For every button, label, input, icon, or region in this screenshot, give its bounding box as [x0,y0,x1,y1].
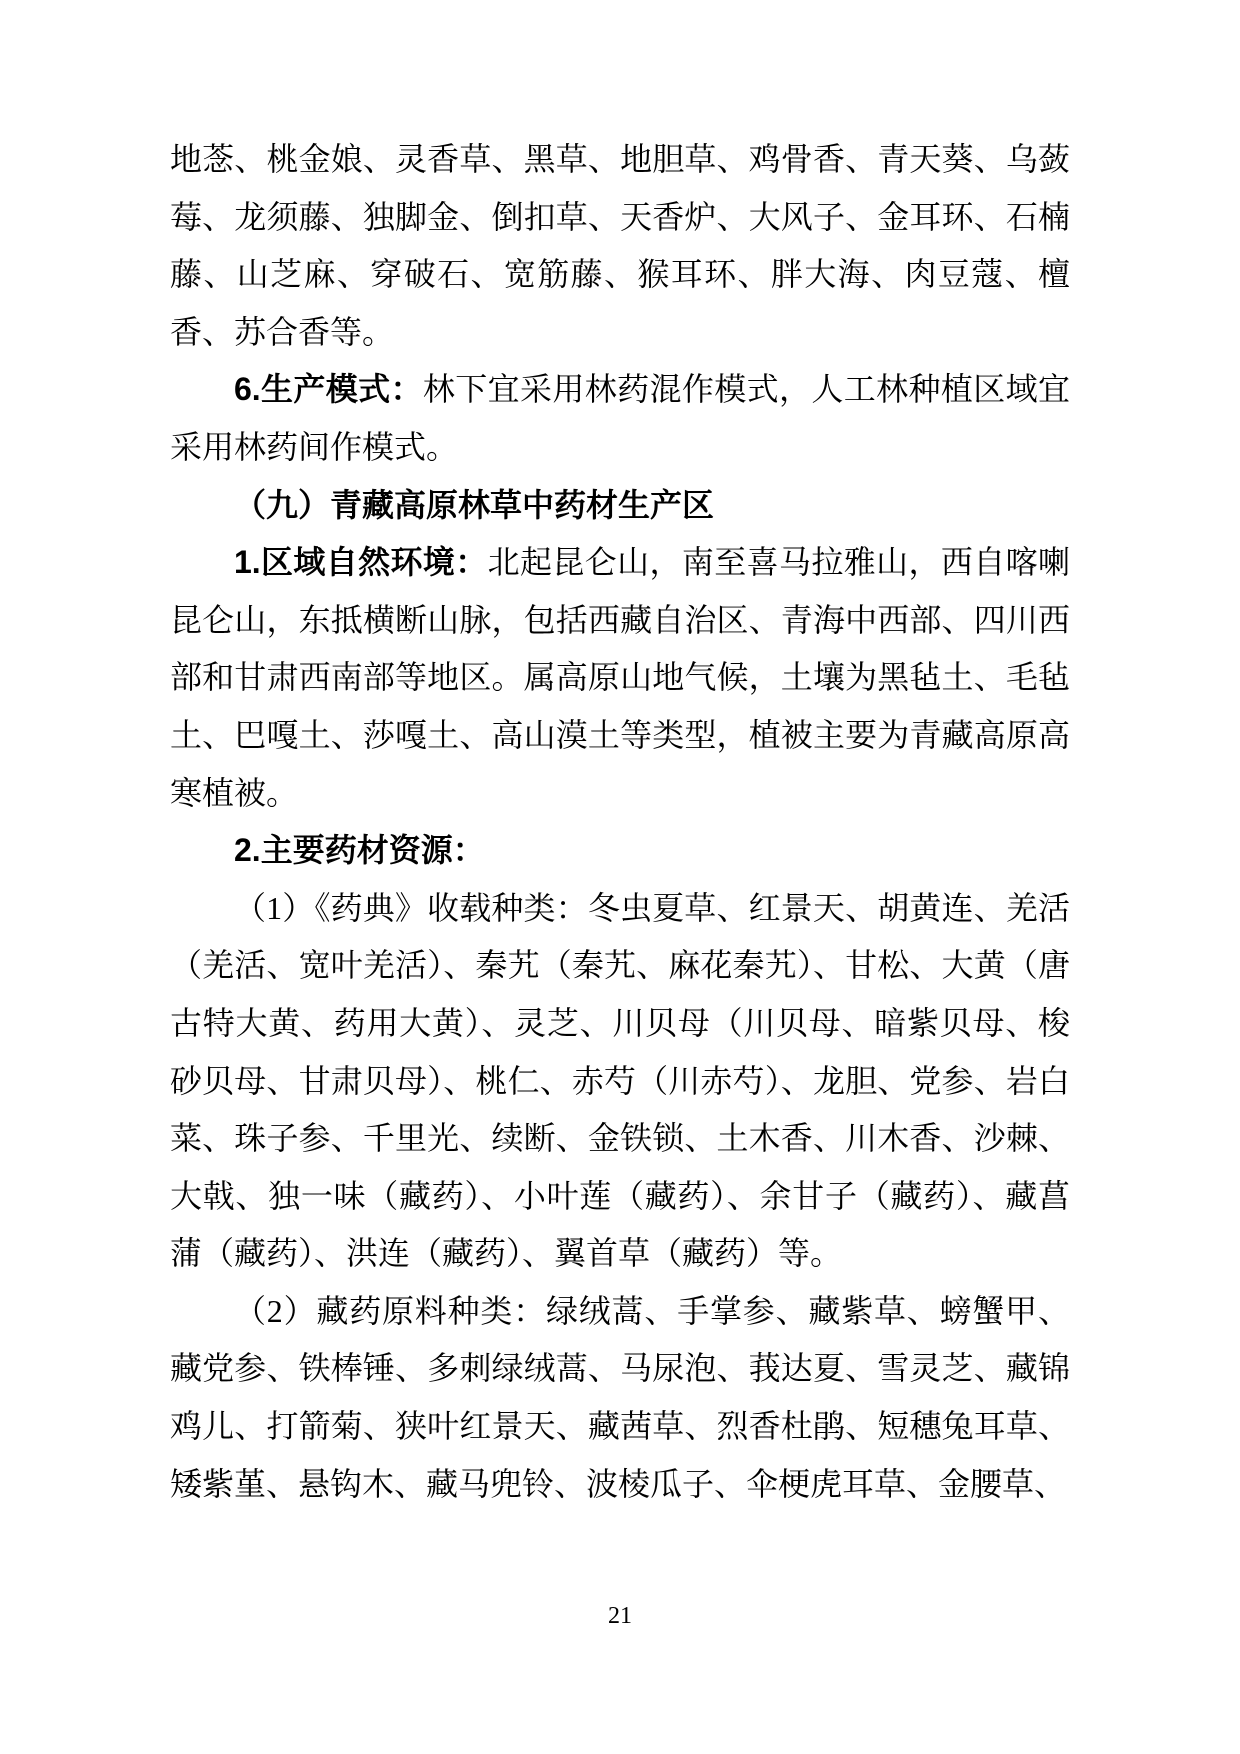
text-run: （1）《药典》收载种类：冬虫夏草、红景天、胡黄连、羌活（羌活、宽叶羌活）、秦艽（秦艽、麻花秦艽）、甘松、大黄（唐古特大黄、药用大黄）、灵芝、川贝母（川贝母、暗紫贝母、梭砂贝母、甘肃贝母）、桃仁、赤芍（川赤芍）、龙胆、党参、岩白菜、珠子参、千里光、续断、金铁锁、土木香、川木香、沙棘、大戟、独一味（藏药）、小叶莲（藏药）、余甘子（藏药）、藏菖蒲（藏药）、洪连（藏药）、翼首草（藏药）等。 [170,889,1070,1272]
bold-text-run: 6.生产模式： [234,371,423,408]
text-run: 北起昆仑山，南至喜马拉雅山，西自喀喇昆仑山，东抵横断山脉，包括西藏自治区、青海中西部、四川西部和甘肃西南部等地区。属高原山地气候，土壤为黑毡土、毛毡土、巴嘎土、莎嘎土、高山漠土等类型，植被主要为青藏高原高寒植被。 [170,544,1070,811]
bold-text-run: 1.区域自然环境： [234,544,488,581]
text-block [170,131,1070,1513]
text-run: 林下宜采用林药混作模式，人工林种植区域宜采用林药间作模式。 [170,371,1070,465]
paragraph-main-medicinal-resources-heading [170,822,1070,880]
paragraph-section-9-heading [170,477,1070,535]
paragraph-herb-list-continuation [170,131,1070,361]
text-run: 地菍、桃金娘、灵香草、黑草、地胆草、鸡骨香、青天葵、乌蔹莓、龙须藤、独脚金、倒扣草、天香炉、大风子、金耳环、石楠藤、山芝麻、穿破石、宽筋藤、猴耳环、胖大海、肉豆蔻、檀香、苏合香等。 [170,141,1070,350]
bold-text-run: （九）青藏高原林草中药材生产区 [234,486,715,523]
page-number: 21 [608,1603,632,1629]
bold-text-run: 2.主要药材资源： [234,832,485,869]
text-run: （2）藏药原料种类：绿绒蒿、手掌参、藏紫草、螃蟹甲、藏党参、铁棒锤、多刺绿绒蒿、马尿泡、莪达夏、雪灵芝、藏锦鸡儿、打箭菊、狭叶红景天、藏茜草、烈香杜鹃、短穗兔耳草、矮紫堇、悬钩木、藏马兜铃、波棱瓜子、伞梗虎耳草、金腰草、 [170,1292,1070,1502]
paragraph-pharmacopoeia-recorded-species [170,880,1070,1283]
paragraph-production-mode [170,361,1070,476]
paragraph-regional-natural-environment [170,534,1070,822]
paragraph-tibetan-medicine-raw-material-species [170,1283,1070,1513]
